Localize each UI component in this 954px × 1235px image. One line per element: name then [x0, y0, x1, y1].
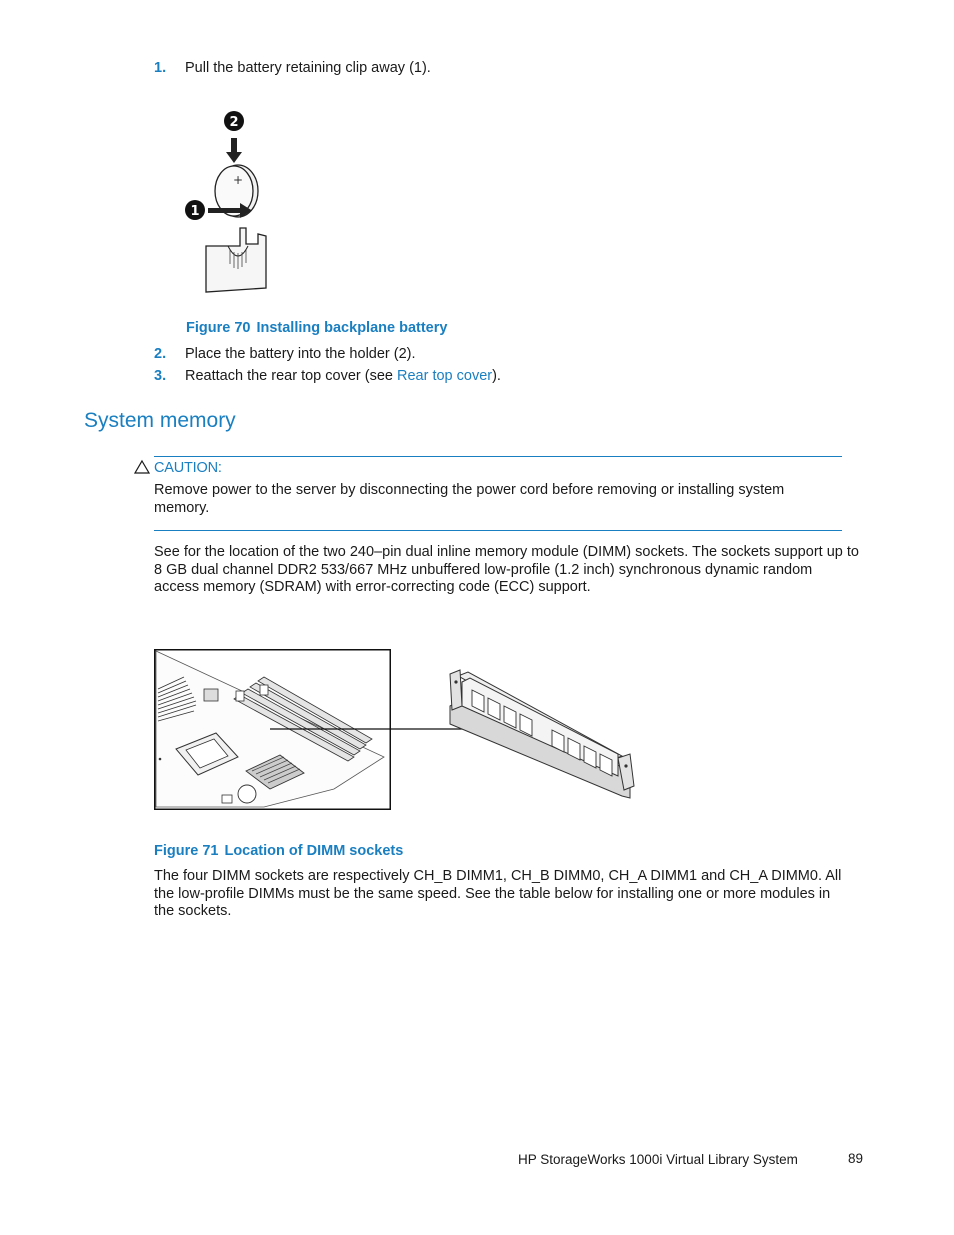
figure-71-caption: [154, 842, 403, 860]
caution-text: Remove power to the server by disconnecting the power cord before removing or installing system memory.: [154, 482, 785, 516]
battery-illustration: [182, 106, 282, 296]
step-3: [154, 367, 834, 385]
intro-paragraph: See for the location of the two 240–pin dual inline memory module (DIMM) sockets. The sockets support up to 8 GB dual channel DDR2 533/667 MHz unbuffered low-profile (1.2 inch) synchronous dynamic random access memory (SDRAM) with error-correcting code (ECC) support.: [154, 544, 859, 595]
figure-70-caption: [186, 319, 447, 337]
figure-title: Installing backplane battery: [256, 320, 448, 336]
step-text: Pull the battery retaining clip away (1).: [185, 60, 431, 76]
caution-icon: [134, 459, 150, 475]
step-number: 1.: [154, 60, 167, 76]
section-title: System memory: [84, 409, 236, 432]
callout-1: 1: [190, 204, 200, 219]
caution-title: CAUTION:: [154, 460, 222, 476]
callout-2: 2: [229, 115, 239, 130]
step-text: Place the battery into the holder (2).: [185, 346, 416, 362]
footer-title: HP StorageWorks 1000i Virtual Library System: [518, 1152, 798, 1167]
step-number: 3.: [154, 368, 167, 384]
step-1: [154, 59, 834, 77]
svg-text:+: +: [232, 173, 244, 187]
page-number: 89: [848, 1151, 864, 1166]
step-number: 2.: [154, 346, 167, 362]
step-text-before: Reattach the rear top cover (see: [185, 368, 397, 384]
step-text: [185, 367, 501, 385]
step-2: [154, 345, 834, 363]
rear-top-cover-link[interactable]: Rear top cover: [396, 368, 493, 384]
dimm-module-illustration: [448, 666, 638, 800]
step-text-after: ).: [492, 368, 501, 384]
figure-label: Figure 70: [186, 320, 251, 336]
caution-bottom-rule: [154, 530, 842, 531]
caution-top-rule: [154, 456, 842, 457]
figure-label: Figure 71: [154, 843, 219, 859]
figure-title: Location of DIMM sockets: [224, 843, 404, 859]
closing-paragraph: The four DIMM sockets are respectively CH_B DIMM1, CH_B DIMM0, CH_A DIMM1 and CH_A DIMM0. All the low-profile DIMMs must be the same speed. See the table below for installing one or more modules in the sockets.: [154, 868, 842, 919]
